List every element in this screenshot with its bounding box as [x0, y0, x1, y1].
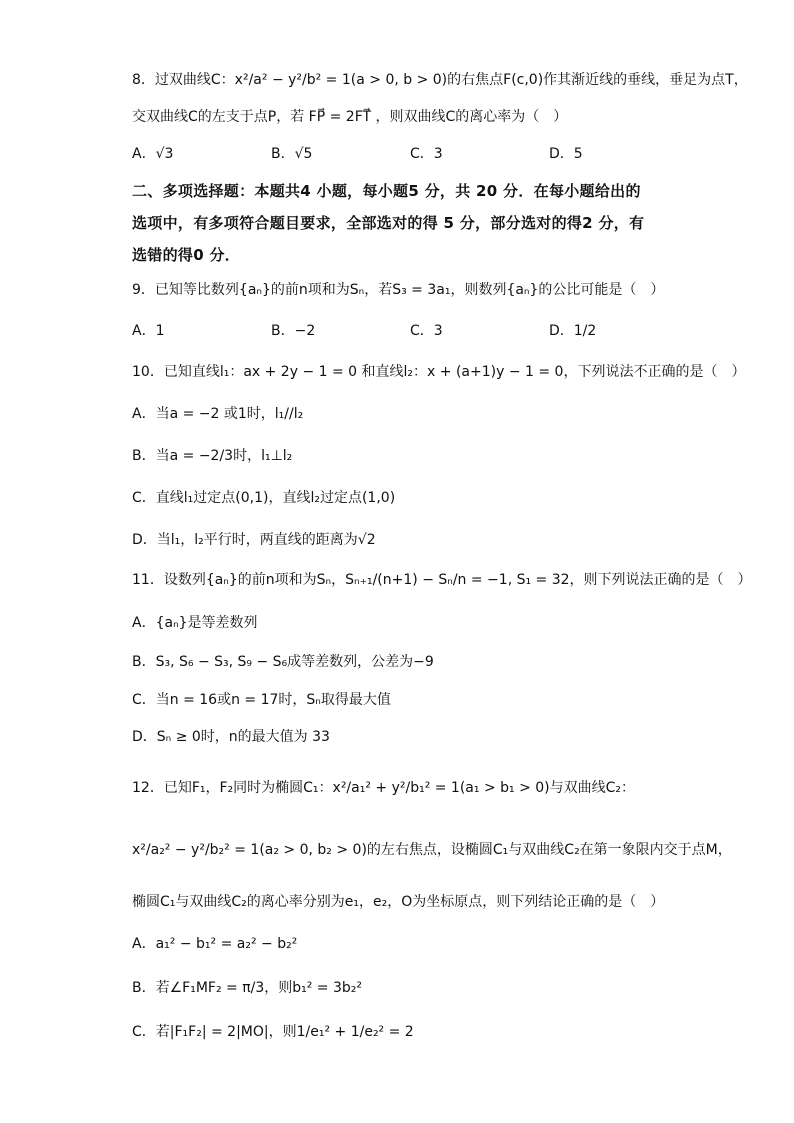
q11-option-a: A．{aₙ}是等差数列 — [132, 615, 258, 631]
q12-option-b: B．若∠F₁MF₂ = π/3，则b₁² = 3b₂² — [132, 980, 363, 996]
q9-stem: 9．已知等比数列{aₙ}的前n项和为Sₙ，若S₃ = 3a₁，则数列{aₙ}的公比可能是（ ） — [132, 282, 665, 298]
q8-option-c: C．3 — [410, 146, 443, 162]
q11-option-d: D．Sₙ ≥ 0时，n的最大值为 33 — [132, 729, 330, 745]
q12-line1: 12．已知F₁，F₂同时为椭圆C₁：x²/a₁² + y²/b₁² = 1(a₁ > b₁ > 0)与双曲线C₂： — [132, 780, 636, 796]
section2-line2: 选项中，有多项符合题目要求，全部选对的得 5 分，部分选对的得2 分，有 — [132, 214, 645, 232]
q9-option-d: D．1/2 — [549, 323, 597, 339]
q8-option-d: D．5 — [549, 146, 583, 162]
q8-option-a: A．√3 — [132, 146, 174, 162]
q12-option-a: A．a₁² − b₁² = a₂² − b₂² — [132, 936, 298, 952]
q11-stem: 11．设数列{aₙ}的前n项和为Sₙ，Sₙ₊₁/(n+1) − Sₙ/n = −1, S₁ = 32，则下列说法正确的是（ ） — [132, 572, 752, 588]
section2-line1: 二、多项选择题：本题共4 小题，每小题5 分，共 20 分．在每小题给出的 — [132, 182, 641, 200]
q10-stem: 10．已知直线l₁：ax + 2y − 1 = 0 和直线l₂：x + (a+1)y − 1 = 0，下列说法不正确的是（ ） — [132, 364, 746, 380]
q8-option-b: B．√5 — [271, 146, 313, 162]
q9-option-c: C．3 — [410, 323, 443, 339]
q10-option-c: C．直线l₁过定点(0,1)，直线l₂过定点(1,0) — [132, 490, 396, 506]
q8-line2: 交双曲线C的左支于点P，若 FP⃗ = 2FT⃗ ，则双曲线C的离心率为（ ） — [132, 109, 568, 125]
q9-option-a: A．1 — [132, 323, 165, 339]
section2-line3: 选错的得0 分． — [132, 246, 241, 264]
q12-line2: x²/a₂² − y²/b₂² = 1(a₂ > 0, b₂ > 0)的左右焦点，设椭圆C₁与双曲线C₂在第一象限内交于点M， — [132, 842, 732, 858]
q12-option-c: C．若|F₁F₂| = 2|MO|，则1/e₁² + 1/e₂² = 2 — [132, 1024, 414, 1040]
q11-option-b: B．S₃, S₆ − S₃, S₉ − S₆成等差数列，公差为−9 — [132, 654, 434, 670]
q12-line3: 椭圆C₁与双曲线C₂的离心率分别为e₁，e₂，O为坐标原点，则下列结论正确的是（ ） — [132, 894, 665, 910]
q10-option-a: A．当a = −2 或1时，l₁//l₂ — [132, 406, 304, 422]
q8-line1: 8．过双曲线C：x²/a² − y²/b² = 1(a > 0, b > 0)的右焦点F(c,0)作其渐近线的垂线，垂足为点T， — [132, 72, 748, 88]
q9-option-b: B．−2 — [271, 323, 316, 339]
q10-option-b: B．当a = −2/3时，l₁⊥l₂ — [132, 448, 293, 464]
q10-option-d: D．当l₁，l₂平行时，两直线的距离为√2 — [132, 532, 376, 548]
q11-option-c: C．当n = 16或n = 17时，Sₙ取得最大值 — [132, 692, 391, 708]
